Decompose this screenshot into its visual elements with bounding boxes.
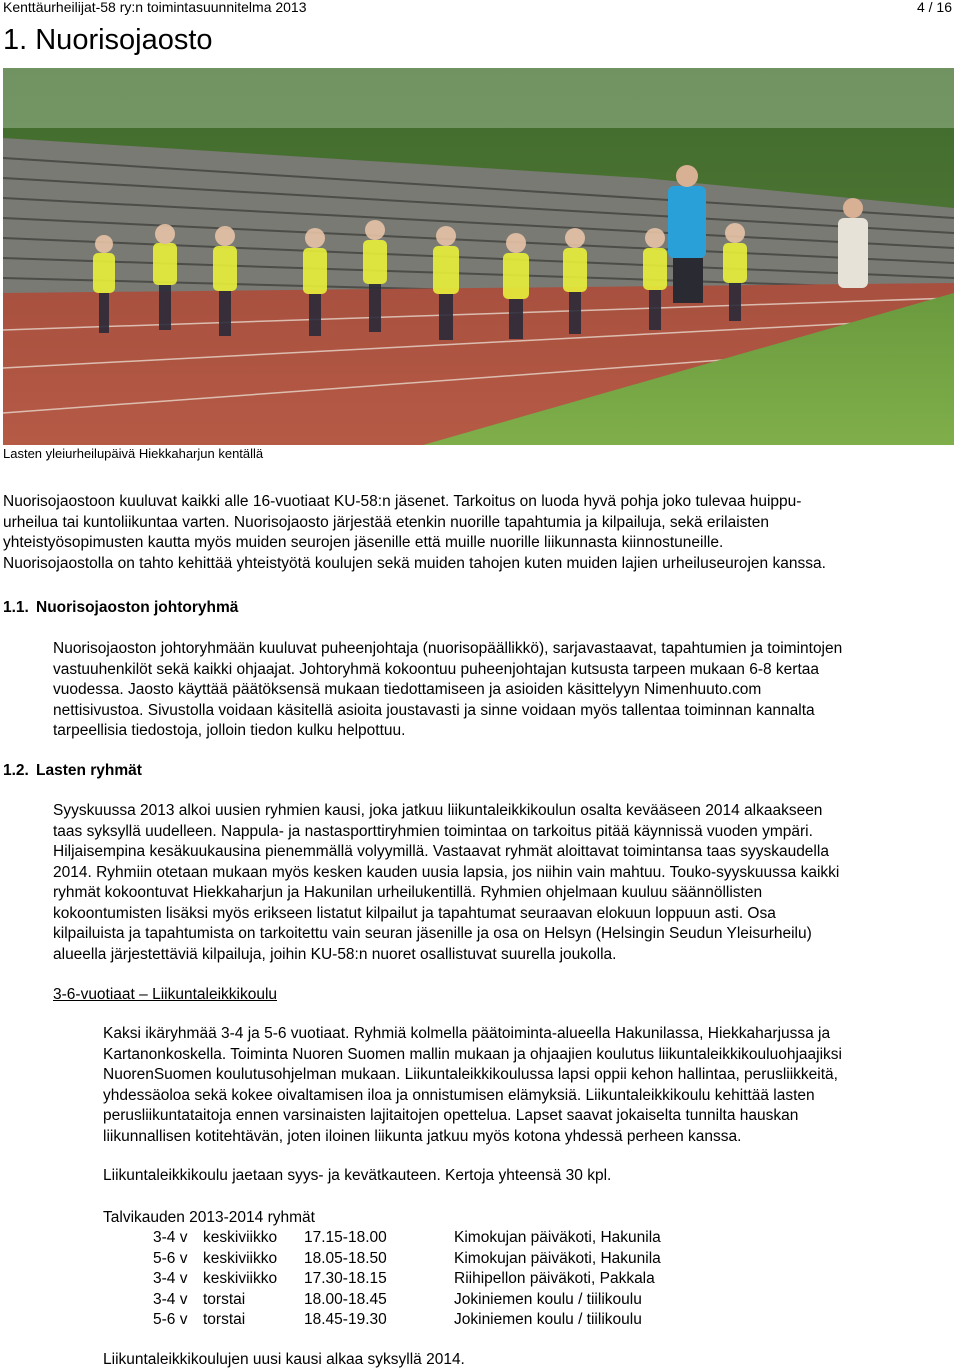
schedule-time: 17.30-18.15 [304, 1270, 387, 1287]
schedule-row [153, 1310, 713, 1331]
schedule-time: 17.15-18.00 [304, 1229, 387, 1246]
heading-johtoryhma [3, 598, 238, 618]
heading-number: 1.2. [3, 762, 29, 779]
heading-text: Lasten ryhmät [36, 762, 142, 779]
text-line: 2014. Ryhmiin otetaan mukaan myös kesken kauden uusia lapsia, jos niihin vain mahtuu. Touko-syyskuussa kaikki [53, 863, 840, 881]
text-line: Hiljaisempina kesäkuukausina pienemmällä volyymillä. Vastaavat ryhmät aloittavat toimintansa taas syyskaudella [53, 843, 829, 860]
text-line: kokoontumisten lisäksi myös erikseen listatut kilpailut ja tapahtumat seuraavan elokuun loppuun asti. Osa [53, 904, 776, 922]
text-line: Kartanonkoskella. Toiminta Nuoren Suomen mallin mukaan ja ohjaajien koulutus liikuntaleikkikouluohjaajiksi [103, 1045, 842, 1063]
text-line: Kaksi ikäryhmää 3-4 ja 5-6 vuotiaat. Ryhmiä kolmella päätoiminta-alueella Hakunilassa, Hiekkaharjussa ja [103, 1025, 831, 1042]
schedule-row [153, 1290, 713, 1311]
schedule-place: Jokiniemen koulu / tiilikoulu [454, 1290, 642, 1308]
text-line: taas syksyllä uudelleen. Nappula- ja nastasporttiryhmien toimintaa on tarkoitus pitää käynnissä vuoden ympäri. [53, 822, 813, 840]
text-line: ryhmät kokoontuvat Hiekkaharjun ja Hakunilan urheilukentillä. Ryhmien ohjelmaan kuuluu säännöllisten [53, 884, 763, 901]
text-line: alueella järjestettäviä kilpailuja, joihin KU-58:n nuoret osallistuvat suurella joukolla. [53, 945, 617, 963]
seasons-note: Liikuntaleikkikoulu jaetaan syys- ja kevätkauteen. Kertoja yhteensä 30 kpl. [103, 1167, 612, 1184]
photo-caption: Lasten yleiurheilupäivä Hiekkaharjun kentällä [3, 446, 264, 461]
event-photo [3, 68, 954, 445]
text-line: kilpailuista ja tapahtumista on tarkoitettu vain seuran jäsenille ja osa on Helsyn (Helsingin Seudun Yleisurheilu) [53, 925, 812, 942]
page-number: 4 / 16 [916, 0, 952, 15]
intro-paragraph [3, 492, 956, 574]
heading-lasten-ryhmat [3, 761, 142, 781]
schedule-age: 3-4 v [153, 1290, 188, 1308]
text-line: yhdessäoloa sekä kokee oivaltamisen iloa ja onnistumisen elämyksiä. Liikuntaleikkikoulu kehittää lasten [103, 1086, 815, 1104]
subsection-title: 3-6-vuotiaat – Liikuntaleikkikoulu [53, 986, 278, 1003]
johtoryhma-paragraph [53, 639, 956, 742]
document-title: Kenttäurheilijat-58 ry:n toimintasuunnitelma 2013 [3, 0, 307, 15]
section-title: 1. Nuorisojaosto [3, 24, 213, 56]
schedule-age: 3-4 v [153, 1229, 188, 1246]
schedule-table [153, 1228, 713, 1331]
schedule-day: torstai [203, 1290, 246, 1308]
schedule-time: 18.45-19.30 [304, 1311, 387, 1328]
schedule-day: torstai [203, 1311, 246, 1328]
text-line: vastuuhenkilöt sekä kaikki ohjaajat. Johtoryhmä kokoontuu puheenjohtajan kutsusta tarpeen mukaan 6-8 kertaa [53, 660, 820, 678]
text-line: liikunnallisen kotitehtävän, joten iloinen liikunta jatkuu myös kotona yhdessä perheen kanssa. [103, 1127, 742, 1145]
text-line: Nuorisojaoston johtoryhmään kuuluvat puheenjohtaja (nuorisopäällikkö), sarjavastaavat, tapahtumien ja toimintojen [53, 640, 843, 657]
text-line: nettisivustoa. Sivustolla voidaan käsitellä asioita joustavasti ja sinne voidaan myös tallentaa toiminnan kannalta [53, 701, 815, 719]
schedule-time: 18.00-18.45 [304, 1290, 387, 1308]
text-line: tarpeellisia tiedostoja, jolloin tiedon kulku helpottuu. [53, 722, 406, 739]
schedule-time: 18.05-18.50 [304, 1249, 387, 1267]
schedule-day: keskiviikko [203, 1270, 278, 1287]
text-line: NuorenSuomen koulutusohjelman mukaan. Liikuntaleikkikoulussa lapsi oppii kehon hallintaa, perusliikkeitä, [103, 1066, 838, 1083]
lasten-ryhmat-paragraph [53, 801, 956, 965]
schedule-row [153, 1249, 713, 1270]
schedule-row [153, 1269, 713, 1290]
text-line: Syyskuussa 2013 alkoi uusien ryhmien kausi, joka jatkuu liikuntaleikkikoulun osalta kevääseen 2014 alkaakseen [53, 802, 823, 819]
schedule-day: keskiviikko [203, 1249, 278, 1267]
schedule-place: Riihipellon päiväkoti, Pakkala [454, 1270, 655, 1287]
intro-line: yhteistyösopimusten kautta myös muiden seurojen jäsenille että muille nuorille liikunnasta kiinnostuneille. [3, 534, 724, 551]
heading-number: 1.1. [3, 599, 29, 616]
liikuntaleikkikoulu-paragraph [103, 1024, 946, 1147]
text-line: vuodessa. Jaosto käyttää päätöksensä mukaan tiedottamiseen ja asioiden käsittelyyn Nimenhuuto.com [53, 681, 762, 698]
schedule-place: Kimokujan päiväkoti, Hakunila [454, 1249, 661, 1267]
schedule-title: Talvikauden 2013-2014 ryhmät [103, 1209, 315, 1226]
closing-note: Liikuntaleikkikoulujen uusi kausi alkaa syksyllä 2014. [103, 1351, 465, 1368]
page-header [3, 0, 952, 16]
intro-line: Nuorisojaostolla on tahto kehittää yhteistyötä koulujen sekä muiden tahojen kuten muiden lajien urheiluseurojen kanssa. [3, 554, 826, 572]
schedule-place: Kimokujan päiväkoti, Hakunila [454, 1229, 661, 1246]
heading-text: Nuorisojaoston johtoryhmä [36, 599, 239, 616]
schedule-age: 3-4 v [153, 1270, 188, 1287]
schedule-place: Jokiniemen koulu / tiilikoulu [454, 1311, 642, 1328]
schedule-age: 5-6 v [153, 1311, 188, 1328]
intro-line: urheilua tai kuntoliikuntaa varten. Nuorisojaosto järjestää etenkin nuorille tapahtumia ja kilpailuja, sekä erilaisten [3, 513, 769, 531]
schedule-age: 5-6 v [153, 1249, 188, 1267]
text-line: perusliikuntataitoja ennen varsinaisten lajitaitojen opettelua. Lapset saavat jokaiselta tunnilta hauskan [103, 1107, 799, 1124]
schedule-day: keskiviikko [203, 1229, 278, 1246]
schedule-row [153, 1228, 713, 1249]
intro-line: Nuorisojaostoon kuuluvat kaikki alle 16-vuotiaat KU-58:n jäsenet. Tarkoitus on luoda hyvä pohja joko tulevaa huippu- [3, 493, 802, 510]
